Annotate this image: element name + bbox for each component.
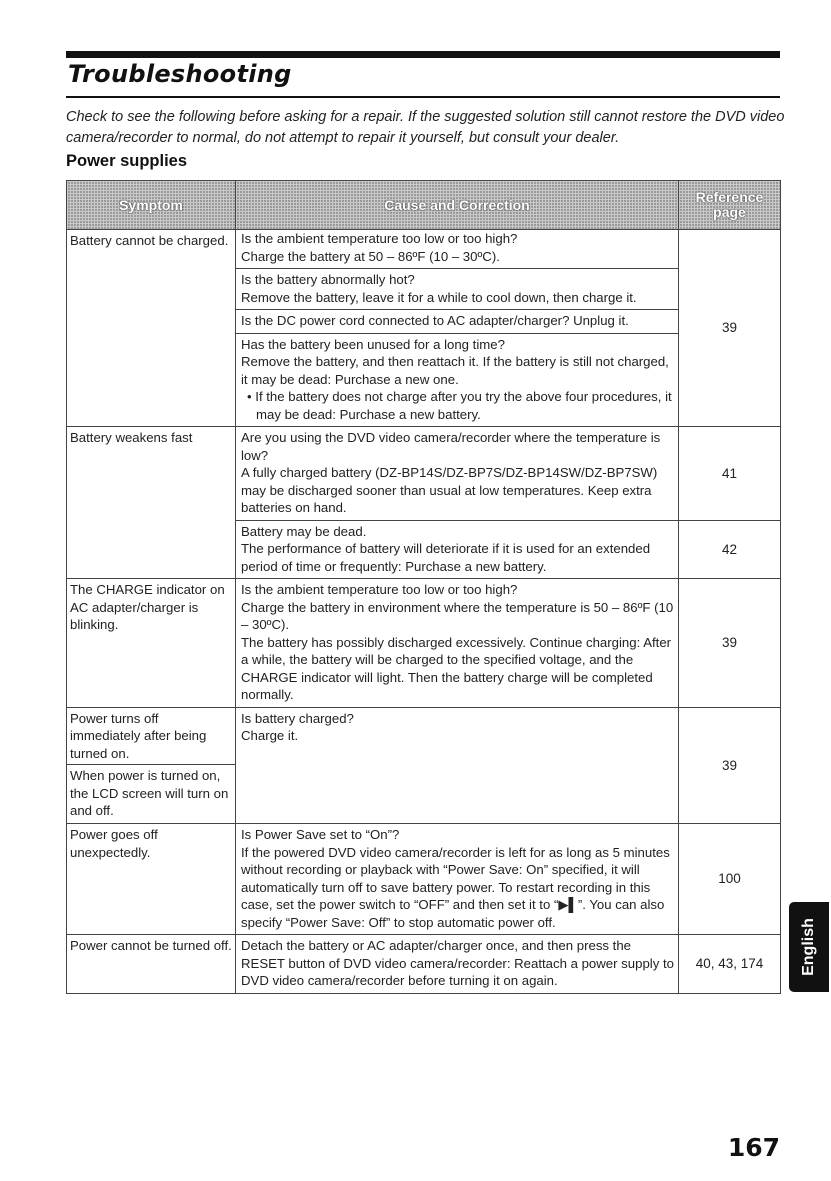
symptom-cell: The CHARGE indicator on AC adapter/charger is blinking. <box>67 579 236 708</box>
intro-text: Check to see the following before asking for a repair. If the suggested solution still cannot restore the DVD video camera/recorder to normal, do not attempt to repair it yourself, but consult your dealer. <box>66 109 785 146</box>
table-row <box>67 427 781 521</box>
section-title: Power supplies <box>66 152 188 170</box>
table-row <box>67 579 781 708</box>
table-header-row <box>67 181 781 230</box>
symptom-cell: Power turns off immediately after being turned on. <box>67 707 236 765</box>
page-title: Troubleshooting <box>68 60 292 88</box>
cause-text: Is the battery abnormally hot? Remove the battery, leave it for a while to cool down, then charge it. <box>241 272 637 305</box>
header-reference-label: Reference page <box>695 189 764 220</box>
reference-cell: 42 <box>679 520 781 579</box>
header-cause: Cause and Correction <box>236 181 679 230</box>
cause-cell <box>236 935 679 994</box>
table-row <box>67 824 781 935</box>
cause-text: Battery may be dead. The performance of battery will deteriorate if it is used for an extended period of time or frequently: Purchase a new battery. <box>241 523 651 574</box>
cause-text: Are you using the DVD video camera/recorder where the temperature is low? A fully charged battery (DZ-BP14S/DZ-BP7S/DZ-BP14SW/DZ-BP7SW) may be discharged sooner than usual at low temperatures. Keep extra batteries on hand. <box>241 430 661 515</box>
cause-cell <box>236 230 679 269</box>
bullet-note-text: If the battery does not charge after you try the above four procedures, it may be dead: Purchase a new battery. <box>255 389 672 422</box>
table-row <box>67 230 781 269</box>
cause-cell <box>236 427 679 521</box>
cause-text: Detach the battery or AC adapter/charger once, and then press the RESET button of DVD video camera/recorder: Reattach a power supply to DVD video camera/recorder before turning it on again. <box>241 938 674 988</box>
cause-text: Is the DC power cord connected to AC adapter/charger? Unplug it. <box>241 313 629 328</box>
header-reference <box>679 181 781 230</box>
reference-cell: 40, 43, 174 <box>679 935 781 994</box>
cause-text: Is the ambient temperature too low or too high? Charge the battery at 50 – 86ºF (10 – 30ºC). <box>241 231 518 264</box>
cause-cell <box>236 707 679 824</box>
reference-cell: 41 <box>679 427 781 521</box>
language-tab-label: English <box>800 918 817 976</box>
cause-cell <box>236 579 679 708</box>
cause-cell <box>236 333 679 427</box>
symptom-cell: Power goes off unexpectedly. <box>67 824 236 935</box>
reference-cell: 39 <box>679 579 781 708</box>
reference-cell: 39 <box>679 707 781 824</box>
troubleshooting-table <box>66 180 781 994</box>
page-number: 167 <box>727 1133 780 1162</box>
cause-text: Is battery charged? Charge it. <box>241 710 354 743</box>
symptom-cell: Battery cannot be charged. <box>67 230 236 427</box>
header-symptom: Symptom <box>67 181 236 230</box>
cause-cell <box>236 269 679 310</box>
cause-cell <box>236 310 679 334</box>
title-top-bar <box>66 51 780 58</box>
bullet-note: • If the battery does not charge after you try the above four procedures, it may be dead: Purchase a new battery. <box>247 389 672 422</box>
reference-cell: 39 <box>679 230 781 427</box>
table-row <box>67 707 781 765</box>
table-row <box>67 935 781 994</box>
title-rule <box>66 96 780 98</box>
cause-cell <box>236 824 679 935</box>
cause-text: Has the battery been unused for a long time? Remove the battery, and then reattach it. If the battery is still not charged, it may be dead: Purchase a new one. <box>241 336 669 387</box>
symptom-cell: Battery weakens fast <box>67 427 236 579</box>
symptom-cell: When power is turned on, the LCD screen will turn on and off. <box>67 765 236 824</box>
language-tab <box>789 902 829 992</box>
symptom-cell: Power cannot be turned off. <box>67 935 236 994</box>
cause-text: Is Power Save set to “On”? If the powered DVD video camera/recorder is left for as long as 5 minutes without recording or playback with “Power Save: On” specified, it will automatically turn off to save battery power. To restart recording in this case, set the power switch to “OFF” and then set it to “▶▌”. You can also specify “Power Save: Off” to stop automatic power off. <box>241 827 670 930</box>
cause-cell <box>236 520 679 579</box>
cause-text: Is the ambient temperature too low or too high? Charge the battery in environment where the temperature is 50 – 86ºF (10 – 30ºC). The battery has possibly discharged excessively. Continue charging: After a while, the battery will be charged to the specified voltage, and the CHARGE indicator will light. Then the battery charge will be completed normally. <box>241 582 674 702</box>
reference-cell: 100 <box>679 824 781 935</box>
